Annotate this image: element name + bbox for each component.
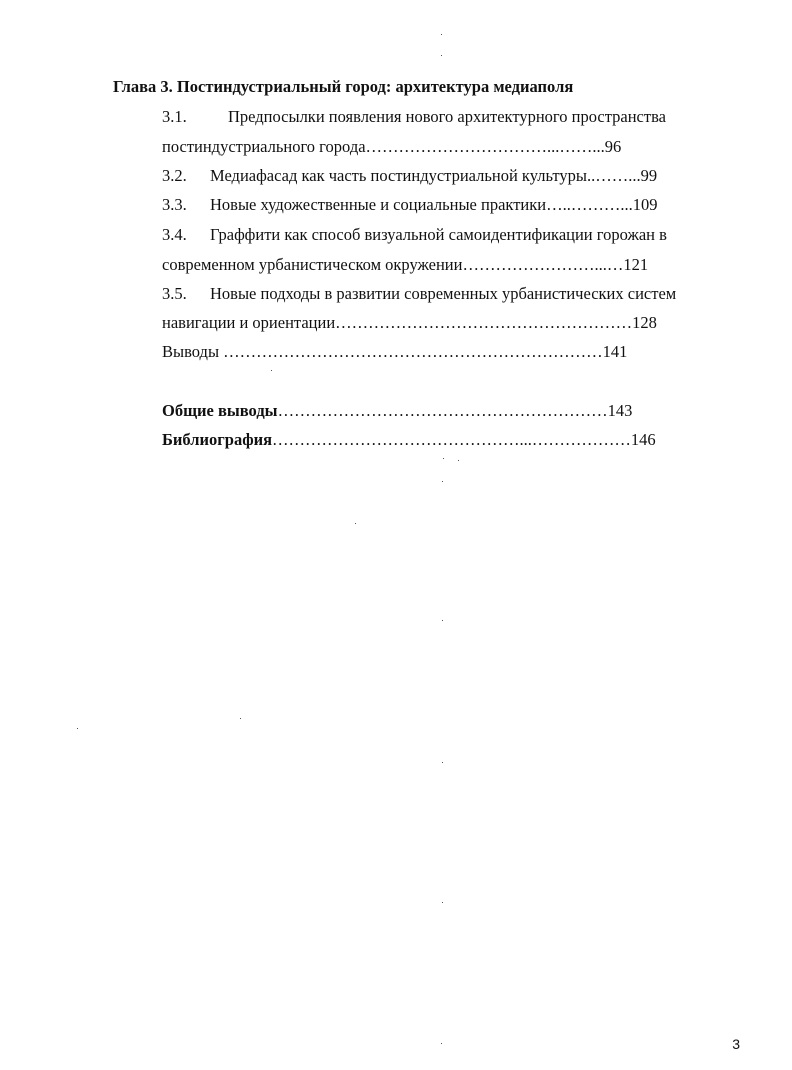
toc-section-title-continued: постиндустриального города……………………………...……...96 [162, 137, 622, 156]
scan-speck [355, 523, 356, 524]
scan-speck [441, 1043, 442, 1044]
toc-section-title: Новые подходы в развитии современных урбанистических систем [210, 284, 677, 303]
toc-section-title: Медиафасад как часть постиндустриальной культуры..……...99 [210, 166, 658, 185]
scan-speck [271, 370, 272, 371]
toc-entry-3-5-line-1 [162, 284, 676, 304]
chapter-title: Глава 3. Постиндустриальный город: архитектура медиаполя [113, 77, 574, 96]
toc-section-number: 3.5. [162, 284, 187, 303]
toc-entry-3-4-line-2 [162, 255, 648, 275]
toc-general-conclusions-label: Общие выводы [162, 401, 278, 420]
toc-entry-3-2 [162, 166, 657, 186]
page-number: 3 [732, 1036, 740, 1052]
toc-general-conclusions-leader: ……………………………………………………143 [277, 401, 633, 420]
toc-section-number: 3.4. [162, 225, 187, 244]
toc-section-title-continued: современном урбанистическом окружении……………………...…121 [162, 255, 649, 274]
toc-section-number: 3.1. [162, 107, 187, 126]
scan-speck [240, 718, 241, 719]
toc-section-title: Новые художественные и социальные практики…..………...109 [210, 195, 658, 214]
scan-speck [442, 620, 443, 621]
scan-speck [458, 460, 459, 461]
scan-speck [443, 458, 444, 459]
toc-entry-3-5-line-2 [162, 313, 657, 333]
toc-bibliography-leader: ………………………………………...………………146 [272, 430, 656, 449]
toc-section-title-continued: навигации и ориентации………………………………………………128 [162, 313, 657, 332]
scan-speck [77, 728, 78, 729]
toc-section-title: Предпосылки появления нового архитектурного пространства [228, 107, 666, 126]
toc-entry-3-3 [162, 195, 657, 215]
toc-section-number: 3.2. [162, 166, 187, 185]
toc-entry-conclusions [162, 342, 627, 362]
toc-conclusions-text: Выводы ……………………………………………………………141 [162, 342, 628, 361]
toc-entry-3-1-line-2 [162, 137, 621, 157]
toc-entry-general-conclusions [162, 401, 632, 421]
scan-speck [441, 55, 442, 56]
toc-section-number: 3.3. [162, 195, 187, 214]
scan-speck [442, 481, 443, 482]
scan-speck [442, 762, 443, 763]
toc-section-title: Граффити как способ визуальной самоидентификации горожан в [210, 225, 667, 244]
toc-entry-bibliography [162, 430, 656, 450]
scan-speck [441, 34, 442, 35]
toc-entry-3-4-line-1 [162, 225, 667, 245]
toc-entry-3-1-line-1 [162, 107, 666, 127]
scan-speck [442, 902, 443, 903]
toc-bibliography-label: Библиография [162, 430, 273, 449]
